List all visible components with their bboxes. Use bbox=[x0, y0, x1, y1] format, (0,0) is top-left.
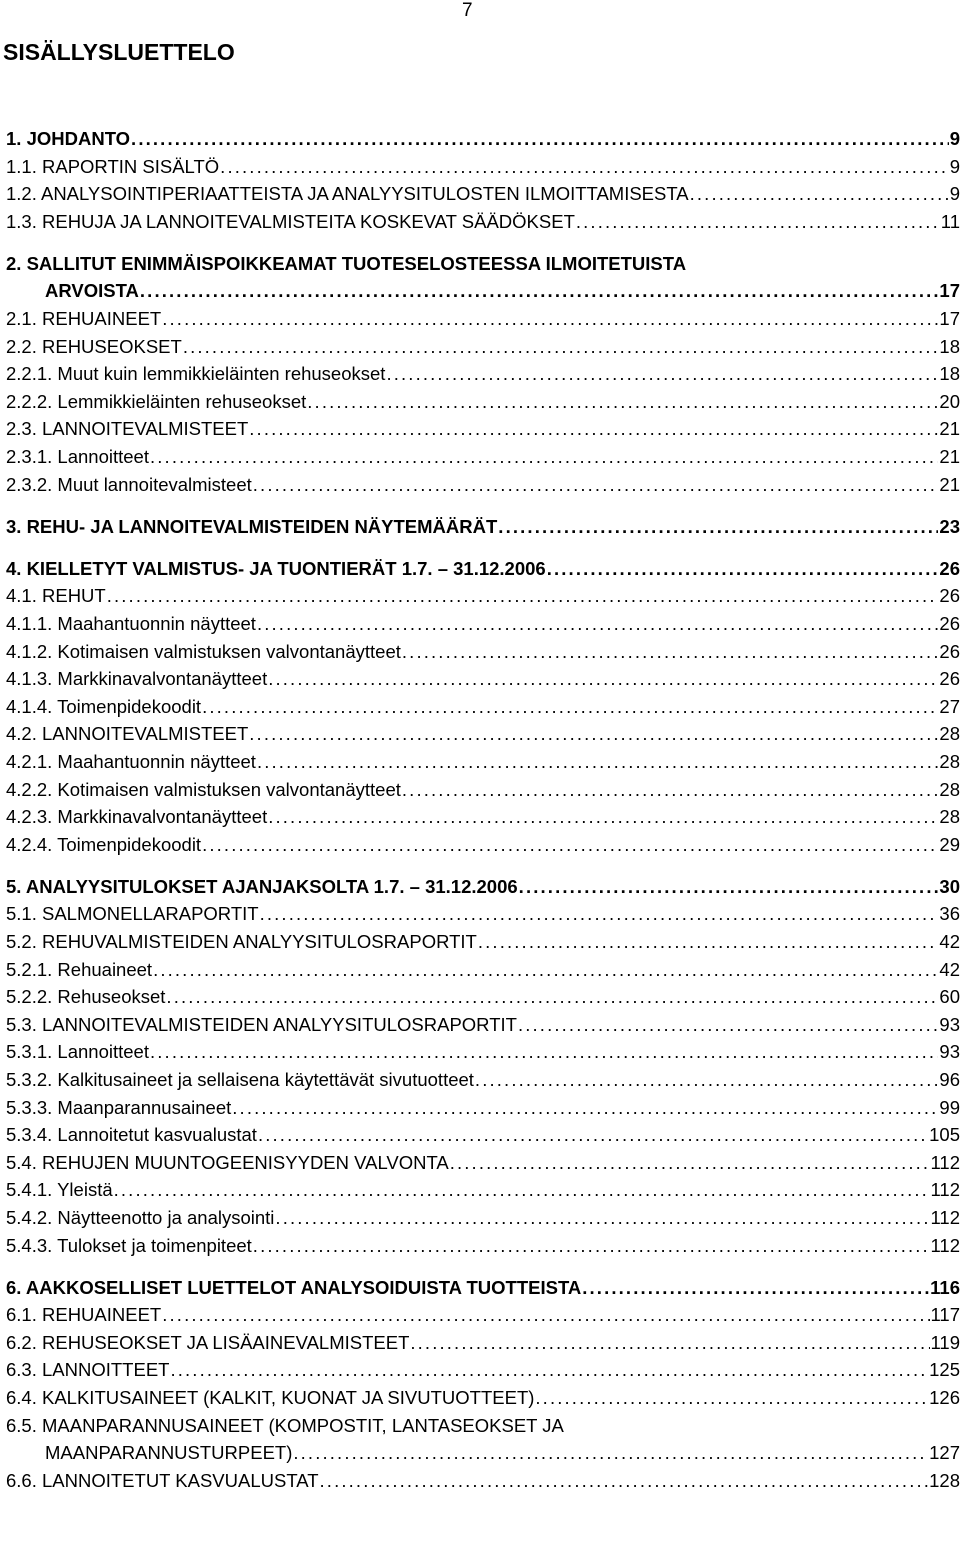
page-number: 7 bbox=[462, 0, 473, 21]
toc-entry-page: 26 bbox=[939, 640, 960, 662]
toc-entry-title: 5.3.1. Lannoitteet bbox=[6, 1041, 149, 1063]
toc-entry-title: 1. JOHDANTO bbox=[6, 128, 131, 149]
dot-leader bbox=[249, 720, 938, 748]
toc-entry-page: 93 bbox=[939, 1013, 960, 1035]
toc-entry-title: MAANPARANNUSTURPEET) bbox=[45, 1442, 293, 1464]
toc-entry-page: 21 bbox=[939, 418, 960, 440]
toc-entry[interactable] bbox=[6, 555, 960, 583]
toc-entry-title: 6. AAKKOSELLISET LUETTELOT ANALYSOIDUISTA TUOTTEISTA bbox=[6, 1276, 582, 1298]
toc-entry-title: 2.3.1. Lannoitteet bbox=[6, 446, 149, 468]
dot-leader bbox=[582, 1274, 929, 1302]
dot-leader bbox=[140, 277, 939, 305]
toc-entry-page: 28 bbox=[939, 778, 960, 800]
toc-entry-title: 4.2. LANNOITEVALMISTEET bbox=[6, 723, 249, 745]
toc-entry-title: 5.4.2. Näytteenotto ja analysointi bbox=[6, 1206, 275, 1228]
toc-entry[interactable] bbox=[6, 803, 960, 831]
toc-entry-title: 6.5. MAANPARANNUSAINEET (KOMPOSTIT, LANTASEOKSET JA bbox=[6, 1414, 564, 1436]
toc-entry[interactable] bbox=[6, 415, 960, 443]
dot-leader bbox=[153, 956, 938, 984]
dot-leader bbox=[257, 610, 938, 638]
toc-entry-title: 2.2. REHUSEOKSET bbox=[6, 335, 182, 357]
toc-entry-page: 96 bbox=[939, 1069, 960, 1090]
toc-entry-title: 6.3. LANNOITTEET bbox=[6, 1359, 170, 1381]
toc-entry-page: 128 bbox=[929, 1469, 960, 1491]
toc-entry-page: 21 bbox=[939, 446, 960, 468]
toc-entry-title: 5.2. REHUVALMISTEIDEN ANALYYSITULOSRAPORTIT bbox=[6, 931, 477, 953]
toc-entry[interactable] bbox=[6, 1066, 960, 1094]
toc-entry[interactable] bbox=[6, 582, 960, 610]
toc-entry-page: 18 bbox=[939, 335, 960, 357]
toc-entry[interactable] bbox=[6, 983, 960, 1011]
toc-entry-page: 23 bbox=[939, 515, 960, 537]
dot-leader bbox=[170, 1356, 928, 1384]
toc-entry-title: 4.1.2. Kotimaisen valmistuksen valvontanäytteet bbox=[6, 640, 401, 662]
toc-entry-title: 3. REHU- JA LANNOITEVALMISTEIDEN NÄYTEMÄÄRÄT bbox=[6, 515, 498, 537]
toc-entry[interactable] bbox=[6, 1384, 960, 1412]
toc-entry-title: 5.3.2. Kalkitusaineet ja sellaisena käytettävät sivutuotteet bbox=[6, 1069, 474, 1090]
dot-leader bbox=[410, 1329, 929, 1357]
toc-entry[interactable] bbox=[6, 1232, 960, 1260]
toc-entry-page: 60 bbox=[939, 986, 960, 1008]
toc-entry-page: 30 bbox=[939, 875, 960, 897]
toc-entry-page: 18 bbox=[939, 363, 960, 385]
toc-entry-page: 9 bbox=[949, 183, 960, 205]
toc-entry[interactable] bbox=[6, 610, 960, 638]
toc-entry[interactable] bbox=[6, 928, 960, 956]
toc-entry[interactable] bbox=[6, 1204, 960, 1232]
toc-entry-title: 5.1. SALMONELLARAPORTIT bbox=[6, 903, 259, 925]
toc-entry-title: 2.2.1. Muut kuin lemmikkieläinten rehuseokset bbox=[6, 363, 386, 385]
toc-entry-page: 105 bbox=[929, 1124, 960, 1146]
dot-leader bbox=[150, 1038, 938, 1066]
toc-entry[interactable] bbox=[6, 443, 960, 471]
toc-entry-page: 26 bbox=[939, 585, 960, 607]
dot-leader bbox=[450, 1149, 930, 1177]
toc-entry-page: 36 bbox=[939, 903, 960, 925]
dot-leader bbox=[519, 873, 939, 901]
dot-leader bbox=[162, 305, 938, 333]
toc-entry[interactable] bbox=[6, 1301, 960, 1329]
toc-entry[interactable] bbox=[6, 471, 960, 499]
page-title: SISÄLLYSLUETTELO bbox=[3, 39, 235, 65]
toc-entry-page: 112 bbox=[930, 1179, 960, 1201]
dot-leader bbox=[162, 1301, 929, 1329]
toc-entry-title: 4.1. REHUT bbox=[6, 585, 106, 607]
toc-entry-page: 28 bbox=[939, 750, 960, 772]
dot-leader bbox=[220, 153, 949, 181]
toc-entry-title: 5.4.1. Yleistä bbox=[6, 1179, 113, 1201]
toc-entry-title: 1.2. ANALYSOINTIPERIAATTEISTA JA ANALYYSITULOSTEN ILMOITTAMISESTA bbox=[6, 183, 689, 205]
toc-entry[interactable] bbox=[6, 1094, 960, 1122]
toc-entry-page: 126 bbox=[929, 1387, 960, 1409]
toc-entry[interactable] bbox=[6, 1011, 960, 1039]
toc-entry-page: 27 bbox=[939, 695, 960, 717]
dot-leader bbox=[131, 125, 949, 153]
toc-entry-title: 5.2.1. Rehuaineet bbox=[6, 958, 153, 980]
toc-entry-title: 5.2.2. Rehuseokset bbox=[6, 986, 166, 1008]
toc-entry-page: 26 bbox=[939, 668, 960, 690]
toc-entry[interactable] bbox=[6, 277, 960, 305]
dot-leader bbox=[690, 180, 949, 208]
toc-entry[interactable] bbox=[6, 360, 960, 388]
toc-entry-page: 93 bbox=[939, 1041, 960, 1063]
toc-entry[interactable] bbox=[6, 513, 960, 541]
dot-leader bbox=[150, 443, 938, 471]
toc-entry[interactable] bbox=[6, 638, 960, 666]
dot-leader bbox=[320, 1467, 929, 1495]
toc-entry-title: 6.6. LANNOITETUT KASVUALUSTAT bbox=[6, 1469, 319, 1491]
toc-entry-page: 21 bbox=[939, 473, 960, 495]
toc-entry[interactable] bbox=[6, 250, 960, 278]
dot-leader bbox=[114, 1176, 930, 1204]
toc-entry[interactable] bbox=[6, 1121, 960, 1149]
toc-entry-page: 119 bbox=[930, 1331, 960, 1353]
toc-entry-title: 2.3. LANNOITEVALMISTEET bbox=[6, 418, 249, 440]
toc-entry-title: 5.3.4. Lannoitetut kasvualustat bbox=[6, 1124, 257, 1146]
dot-leader bbox=[402, 638, 939, 666]
dot-leader bbox=[402, 776, 939, 804]
toc-entry-title: 5.3.3. Maanparannusaineet bbox=[6, 1096, 232, 1118]
toc-entry-page: 29 bbox=[939, 833, 960, 855]
toc-entry-page: 11 bbox=[940, 210, 960, 232]
toc-entry-page: 28 bbox=[939, 806, 960, 828]
toc-entry[interactable] bbox=[6, 125, 960, 153]
dot-leader bbox=[478, 928, 939, 956]
toc-entry[interactable] bbox=[6, 180, 960, 208]
toc-entry-page: 28 bbox=[939, 723, 960, 745]
toc-entry-page: 112 bbox=[930, 1151, 960, 1173]
toc-entry-title: 1.3. REHUJA JA LANNOITEVALMISTEITA KOSKEVAT SÄÄDÖKSET bbox=[6, 210, 575, 232]
toc-entry[interactable] bbox=[6, 873, 960, 901]
toc-entry[interactable] bbox=[6, 1467, 960, 1495]
toc-entry-title: 4.2.1. Maahantuonnin näytteet bbox=[6, 750, 256, 772]
toc-entry-page: 9 bbox=[949, 128, 960, 149]
toc-entry-title: 4.2.2. Kotimaisen valmistuksen valvontanäytteet bbox=[6, 778, 401, 800]
toc-entry-title: 2. SALLITUT ENIMMÄISPOIKKEAMAT TUOTESELOSTEESSA ILMOITETUISTA bbox=[6, 252, 687, 274]
dot-leader bbox=[307, 388, 938, 416]
toc-entry[interactable] bbox=[6, 1356, 960, 1384]
dot-leader bbox=[268, 665, 938, 693]
toc-entry[interactable] bbox=[6, 900, 960, 928]
toc-entry[interactable] bbox=[6, 388, 960, 416]
toc-entry-page: 127 bbox=[929, 1442, 960, 1464]
dot-leader bbox=[475, 1066, 939, 1094]
toc-entry[interactable] bbox=[6, 1329, 960, 1357]
dot-leader bbox=[498, 513, 938, 541]
dot-leader bbox=[260, 900, 939, 928]
toc-entry[interactable] bbox=[6, 305, 960, 333]
dot-leader bbox=[258, 1121, 928, 1149]
toc-entry[interactable] bbox=[6, 1038, 960, 1066]
dot-leader bbox=[166, 983, 938, 1011]
dot-leader bbox=[275, 1204, 929, 1232]
toc-entry-page: 9 bbox=[949, 155, 960, 177]
toc-entry-page: 20 bbox=[939, 390, 960, 412]
toc-entry[interactable] bbox=[6, 693, 960, 721]
toc-entry-title: 6.2. REHUSEOKSET JA LISÄAINEVALMISTEET bbox=[6, 1331, 410, 1353]
toc-entry[interactable] bbox=[6, 333, 960, 361]
toc-entry-page: 116 bbox=[930, 1276, 960, 1298]
toc-entry-title: 2.2.2. Lemmikkieläinten rehuseokset bbox=[6, 390, 307, 412]
dot-leader bbox=[535, 1384, 928, 1412]
toc-entry[interactable] bbox=[6, 956, 960, 984]
toc-entry[interactable] bbox=[6, 208, 960, 236]
toc-entry[interactable] bbox=[6, 720, 960, 748]
table-of-contents bbox=[6, 125, 960, 1494]
toc-entry-page: 99 bbox=[939, 1096, 960, 1118]
toc-entry-page: 42 bbox=[939, 958, 960, 980]
toc-entry-page: 42 bbox=[939, 931, 960, 953]
toc-entry-page: 125 bbox=[929, 1359, 960, 1381]
toc-entry[interactable] bbox=[6, 831, 960, 859]
toc-entry-title: 4.2.3. Markkinavalvontanäytteet bbox=[6, 806, 268, 828]
dot-leader bbox=[268, 803, 938, 831]
toc-entry-title: 5. ANALYYSITULOKSET AJANJAKSOLTA 1.7. – 31.12.2006 bbox=[6, 875, 518, 897]
toc-entry-title: 2.1. REHUAINEET bbox=[6, 308, 162, 330]
toc-entry-title: 5.4. REHUJEN MUUNTOGEENISYYDEN VALVONTA bbox=[6, 1151, 449, 1173]
toc-entry[interactable] bbox=[6, 1412, 960, 1440]
dot-leader bbox=[107, 582, 939, 610]
toc-entry-title: ARVOISTA bbox=[45, 280, 139, 302]
toc-entry-page: 17 bbox=[939, 280, 960, 302]
toc-entry-page: 112 bbox=[930, 1234, 960, 1256]
toc-entry[interactable] bbox=[6, 665, 960, 693]
toc-entry-page: 112 bbox=[930, 1206, 960, 1228]
toc-entry[interactable] bbox=[6, 1439, 960, 1467]
toc-entry-title: 4.1.1. Maahantuonnin näytteet bbox=[6, 613, 256, 634]
toc-entry[interactable] bbox=[6, 153, 960, 181]
toc-entry[interactable] bbox=[6, 1274, 960, 1302]
toc-entry-title: 5.4.3. Tulokset ja toimenpiteet bbox=[6, 1234, 252, 1256]
dot-leader bbox=[386, 360, 938, 388]
toc-entry-page: 26 bbox=[939, 613, 960, 634]
dot-leader bbox=[293, 1439, 928, 1467]
dot-leader bbox=[576, 208, 940, 236]
dot-leader bbox=[183, 333, 939, 361]
dot-leader bbox=[202, 831, 938, 859]
toc-entry-page: 17 bbox=[939, 308, 960, 330]
toc-entry-title: 6.1. REHUAINEET bbox=[6, 1304, 162, 1326]
toc-entry-title: 5.3. LANNOITEVALMISTEIDEN ANALYYSITULOSRAPORTIT bbox=[6, 1013, 517, 1035]
toc-entry-page: 117 bbox=[930, 1304, 960, 1326]
toc-entry-title: 6.4. KALKITUSAINEET (KALKIT, KUONAT JA SIVUTUOTTEET) bbox=[6, 1387, 535, 1409]
toc-entry-title: 1.1. RAPORTIN SISÄLTÖ bbox=[6, 155, 220, 177]
toc-entry[interactable] bbox=[6, 1149, 960, 1177]
dot-leader bbox=[202, 693, 938, 721]
dot-leader bbox=[547, 555, 939, 583]
toc-entry-title: 4.2.4. Toimenpidekoodit bbox=[6, 833, 202, 855]
dot-leader bbox=[257, 748, 938, 776]
toc-entry[interactable] bbox=[6, 1176, 960, 1204]
dot-leader bbox=[253, 1232, 930, 1260]
toc-entry-title: 2.3.2. Muut lannoitevalmisteet bbox=[6, 473, 252, 495]
toc-entry-page: 26 bbox=[939, 557, 960, 579]
toc-entry-title: 4.1.4. Toimenpidekoodit bbox=[6, 695, 202, 717]
dot-leader bbox=[249, 415, 938, 443]
toc-entry[interactable] bbox=[6, 776, 960, 804]
dot-leader bbox=[253, 471, 939, 499]
toc-entry-title: 4. KIELLETYT VALMISTUS- JA TUONTIERÄT 1.7. – 31.12.2006 bbox=[6, 557, 546, 579]
dot-leader bbox=[232, 1094, 938, 1122]
toc-entry[interactable] bbox=[6, 748, 960, 776]
dot-leader bbox=[518, 1011, 938, 1039]
toc-entry-title: 4.1.3. Markkinavalvontanäytteet bbox=[6, 668, 268, 690]
